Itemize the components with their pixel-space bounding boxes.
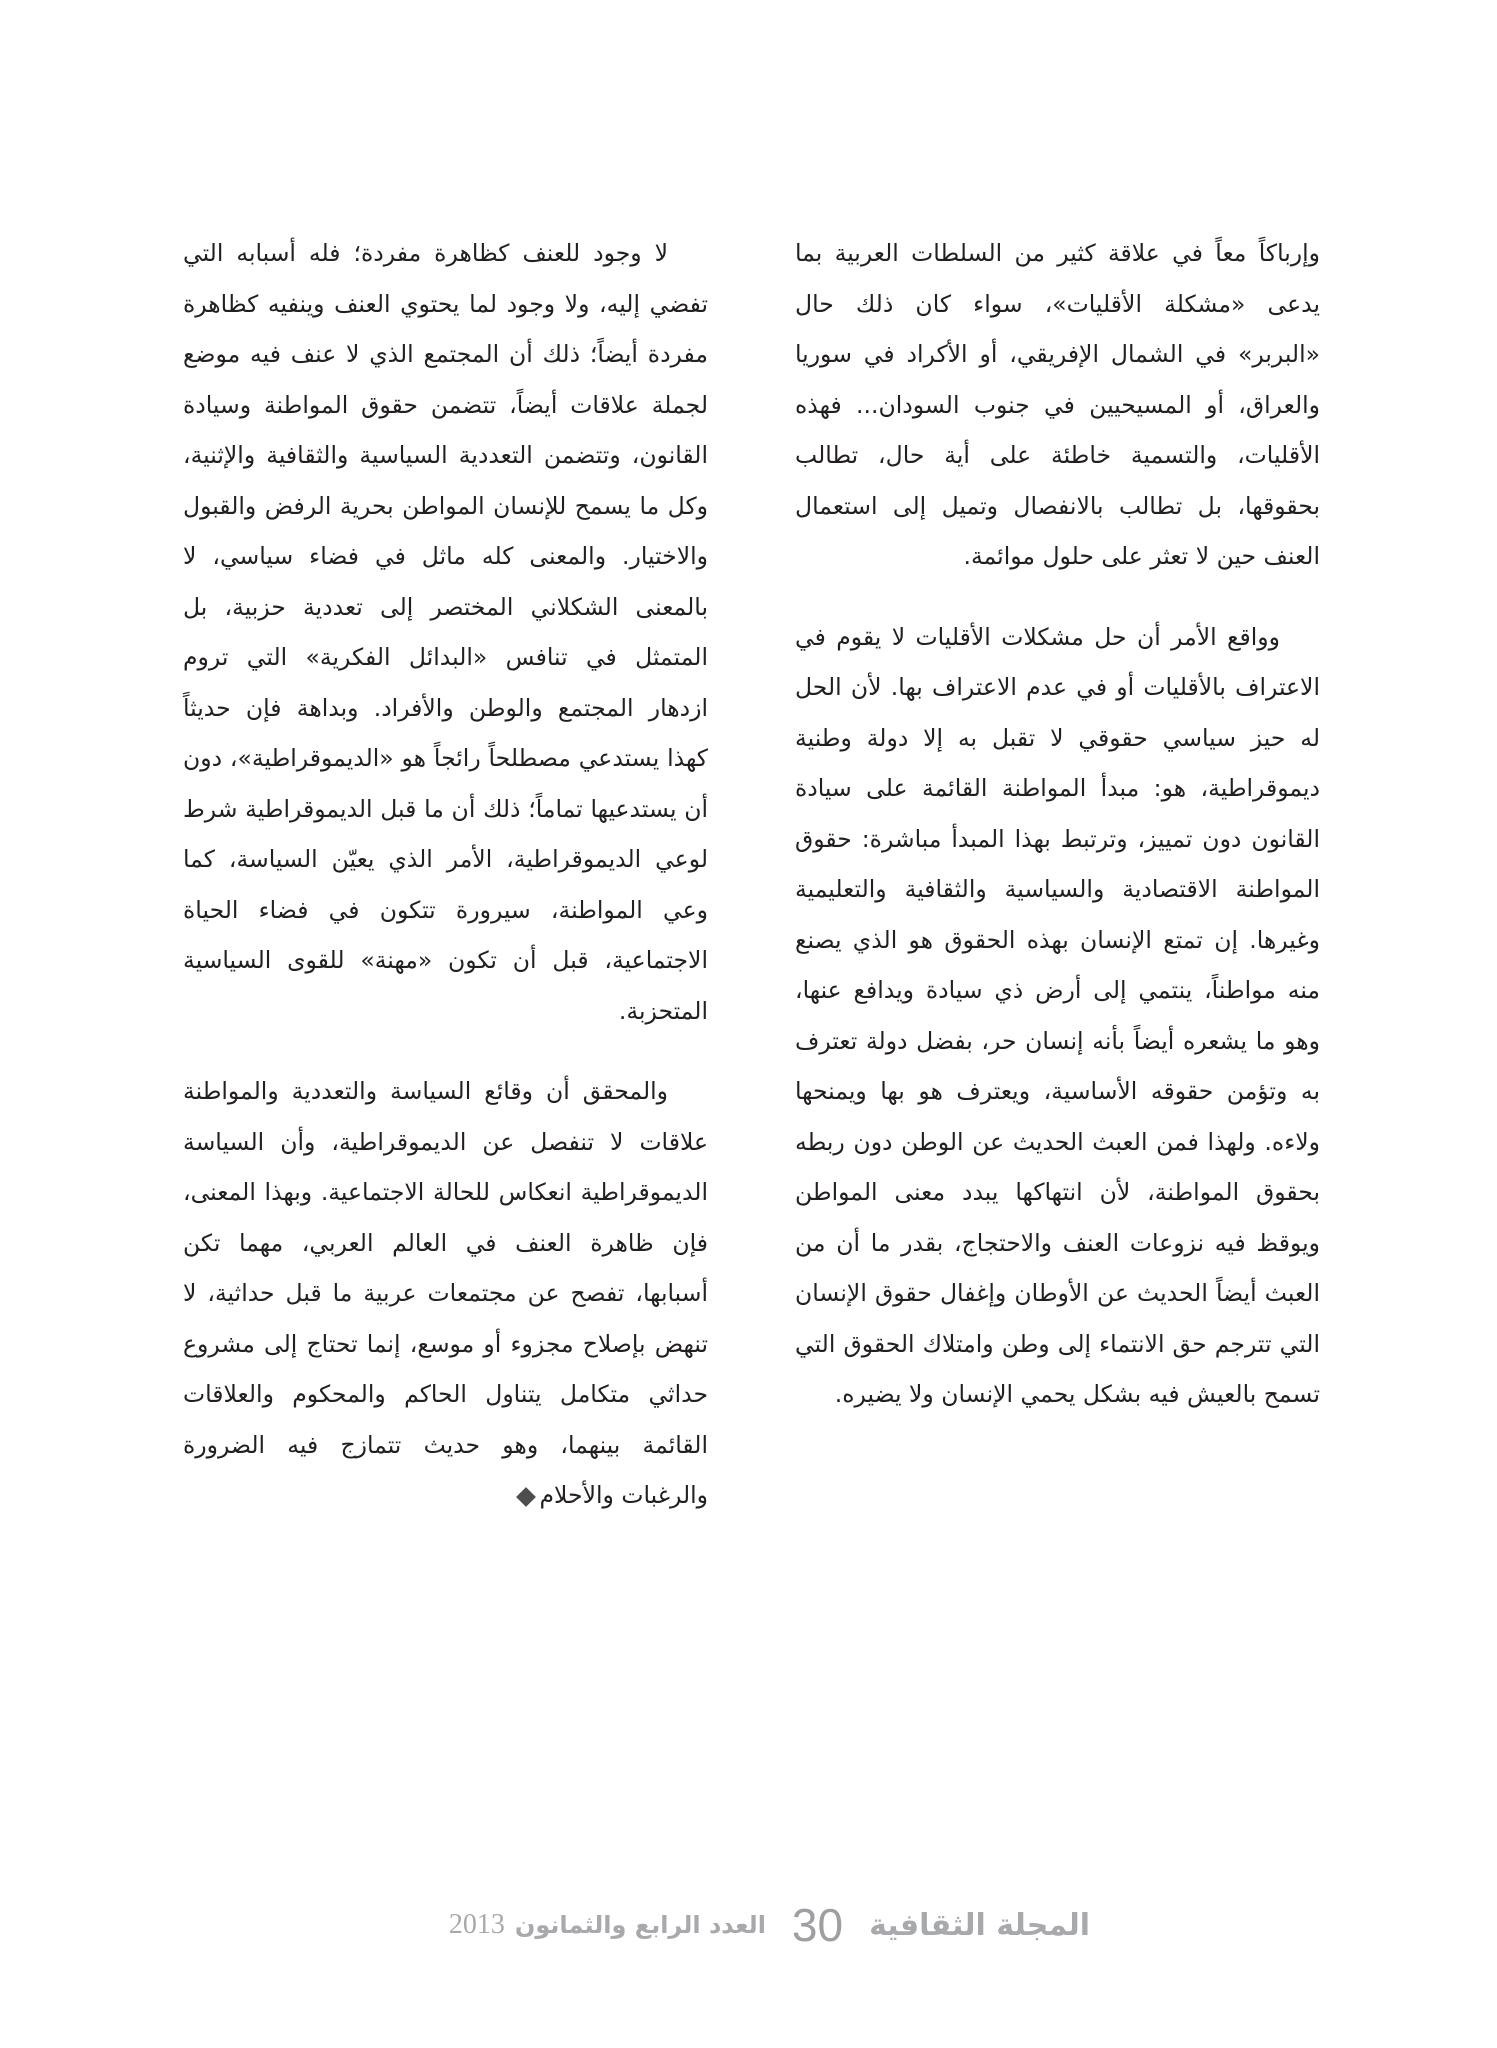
- issue-info: [449, 1909, 766, 1941]
- page-footer: [420, 1895, 1090, 1955]
- article-column-right: [795, 228, 1320, 1450]
- issue-label: العدد الرابع والثمانون: [514, 1911, 766, 1939]
- paragraph-left-2: [183, 1066, 708, 1521]
- article-column-left: [183, 228, 708, 1551]
- magazine-name: المجلة الثقافية: [869, 1907, 1090, 1943]
- paragraph-left-2-text: والمحقق أن وقائع السياسة والتعددية والمواطنة علاقات لا تنفصل عن الديموقراطية، وأن السياسة الديموقراطية انعكاس للحالة الاجتماعية. وبهذا المعنى، فإن ظاهرة العنف في العالم العربي، مهما تكن أسبابها، تفصح عن مجتمعات عربية ما قبل حداثية، لا تنهض بإصلاح مجزوء أو موسع، إنما تحتاج إلى مشروع حداثي متكامل يتناول الحاكم والمحكوم والعلاقات القائمة بينهما، وهو حديث تتمازج فيه الضرورة والرغبات والأحلام: [183, 1077, 708, 1509]
- paragraph-right-2: وواقع الأمر أن حل مشكلات الأقليات لا يقوم في الاعتراف بالأقليات أو في عدم الاعتراف بها. لأن الحل له حيز سياسي حقوقي لا تقبل به إلا دولة وطنية ديموقراطية، هو: مبدأ المواطنة القائمة على سيادة القانون دون تمييز، وترتبط بهذا المبدأ مباشرة: حقوق المواطنة الاقتصادية والسياسية والثقافية والتعليمية وغيرها. إن تمتع الإنسان بهذه الحقوق هو الذي يصنع منه مواطناً، ينتمي إلى أرض ذي سيادة ويدافع عنها، وهو ما يشعره أيضاً بأنه إنسان حر، بفضل دولة تعترف به وتؤمن حقوقه الأساسية، ويعترف هو بها ويمنحها ولاءه. ولهذا فمن العبث الحديث عن الوطن دون ربطه بحقوق المواطنة، لأن انتهاكها يبدد معنى المواطن ويوقظ فيه نزوعات العنف والاحتجاج، بقدر ما أن من العبث أيضاً الحديث عن الأوطان وإغفال حقوق الإنسان التي تترجم حق الانتماء إلى وطن وامتلاك الحقوق التي تسمح بالعيش فيه بشكل يحمي الإنسان ولا يضيره.: [795, 622, 1320, 1408]
- page-number: 30: [791, 1899, 844, 1951]
- issue-year: 2013: [448, 1909, 505, 1940]
- paragraph-left-1: لا وجود للعنف كظاهرة مفردة؛ فله أسبابه التي تفضي إليه، ولا وجود لما يحتوي العنف وينفيه كظاهرة مفردة أيضاً؛ ذلك أن المجتمع الذي لا عنف فيه موضع لجملة علاقات أيضاً، تتضمن حقوق المواطنة وسيادة القانون، وتتضمن التعددية السياسية والثقافية والإثنية، وكل ما يسمح للإنسان المواطن بحرية الرفض والقبول والاختيار. والمعنى كله ماثل في فضاء سياسي، لا بالمعنى الشكلاني المختصر إلى تعددية حزبية، بل المتمثل في تنافس «البدائل الفكرية» التي تروم ازدهار المجتمع والوطن والأفراد. وبداهة فإن حديثاً كهذا يستدعي مصطلحاً رائجاً هو «الديموقراطية»، دون أن يستدعيها تماماً؛ ذلك أن ما قبل الديموقراطية شرط لوعي الديموقراطية، الأمر الذي يعيّن السياسة، كما وعي المواطنة، سيرورة تتكون في فضاء الحياة الاجتماعية، قبل أن تكون «مهنة» للقوى السياسية المتحزبة.: [183, 239, 708, 1025]
- end-of-article-diamond-icon: [517, 1487, 537, 1507]
- paragraph-right-1: وإرباكاً معاً في علاقة كثير من السلطات العربية بما يدعى «مشكلة الأقليات»، سواء كان ذلك حال «البربر» في الشمال الإفريقي، أو الأكراد في سوريا والعراق، أو المسيحيين في جنوب السودان... فهذه الأقليات، والتسمية خاطئة على أية حال، تطالب بحقوقها، بل تطالب بالانفصال وتميل إلى استعمال العنف حين لا تعثر على حلول موائمة.: [795, 239, 1320, 570]
